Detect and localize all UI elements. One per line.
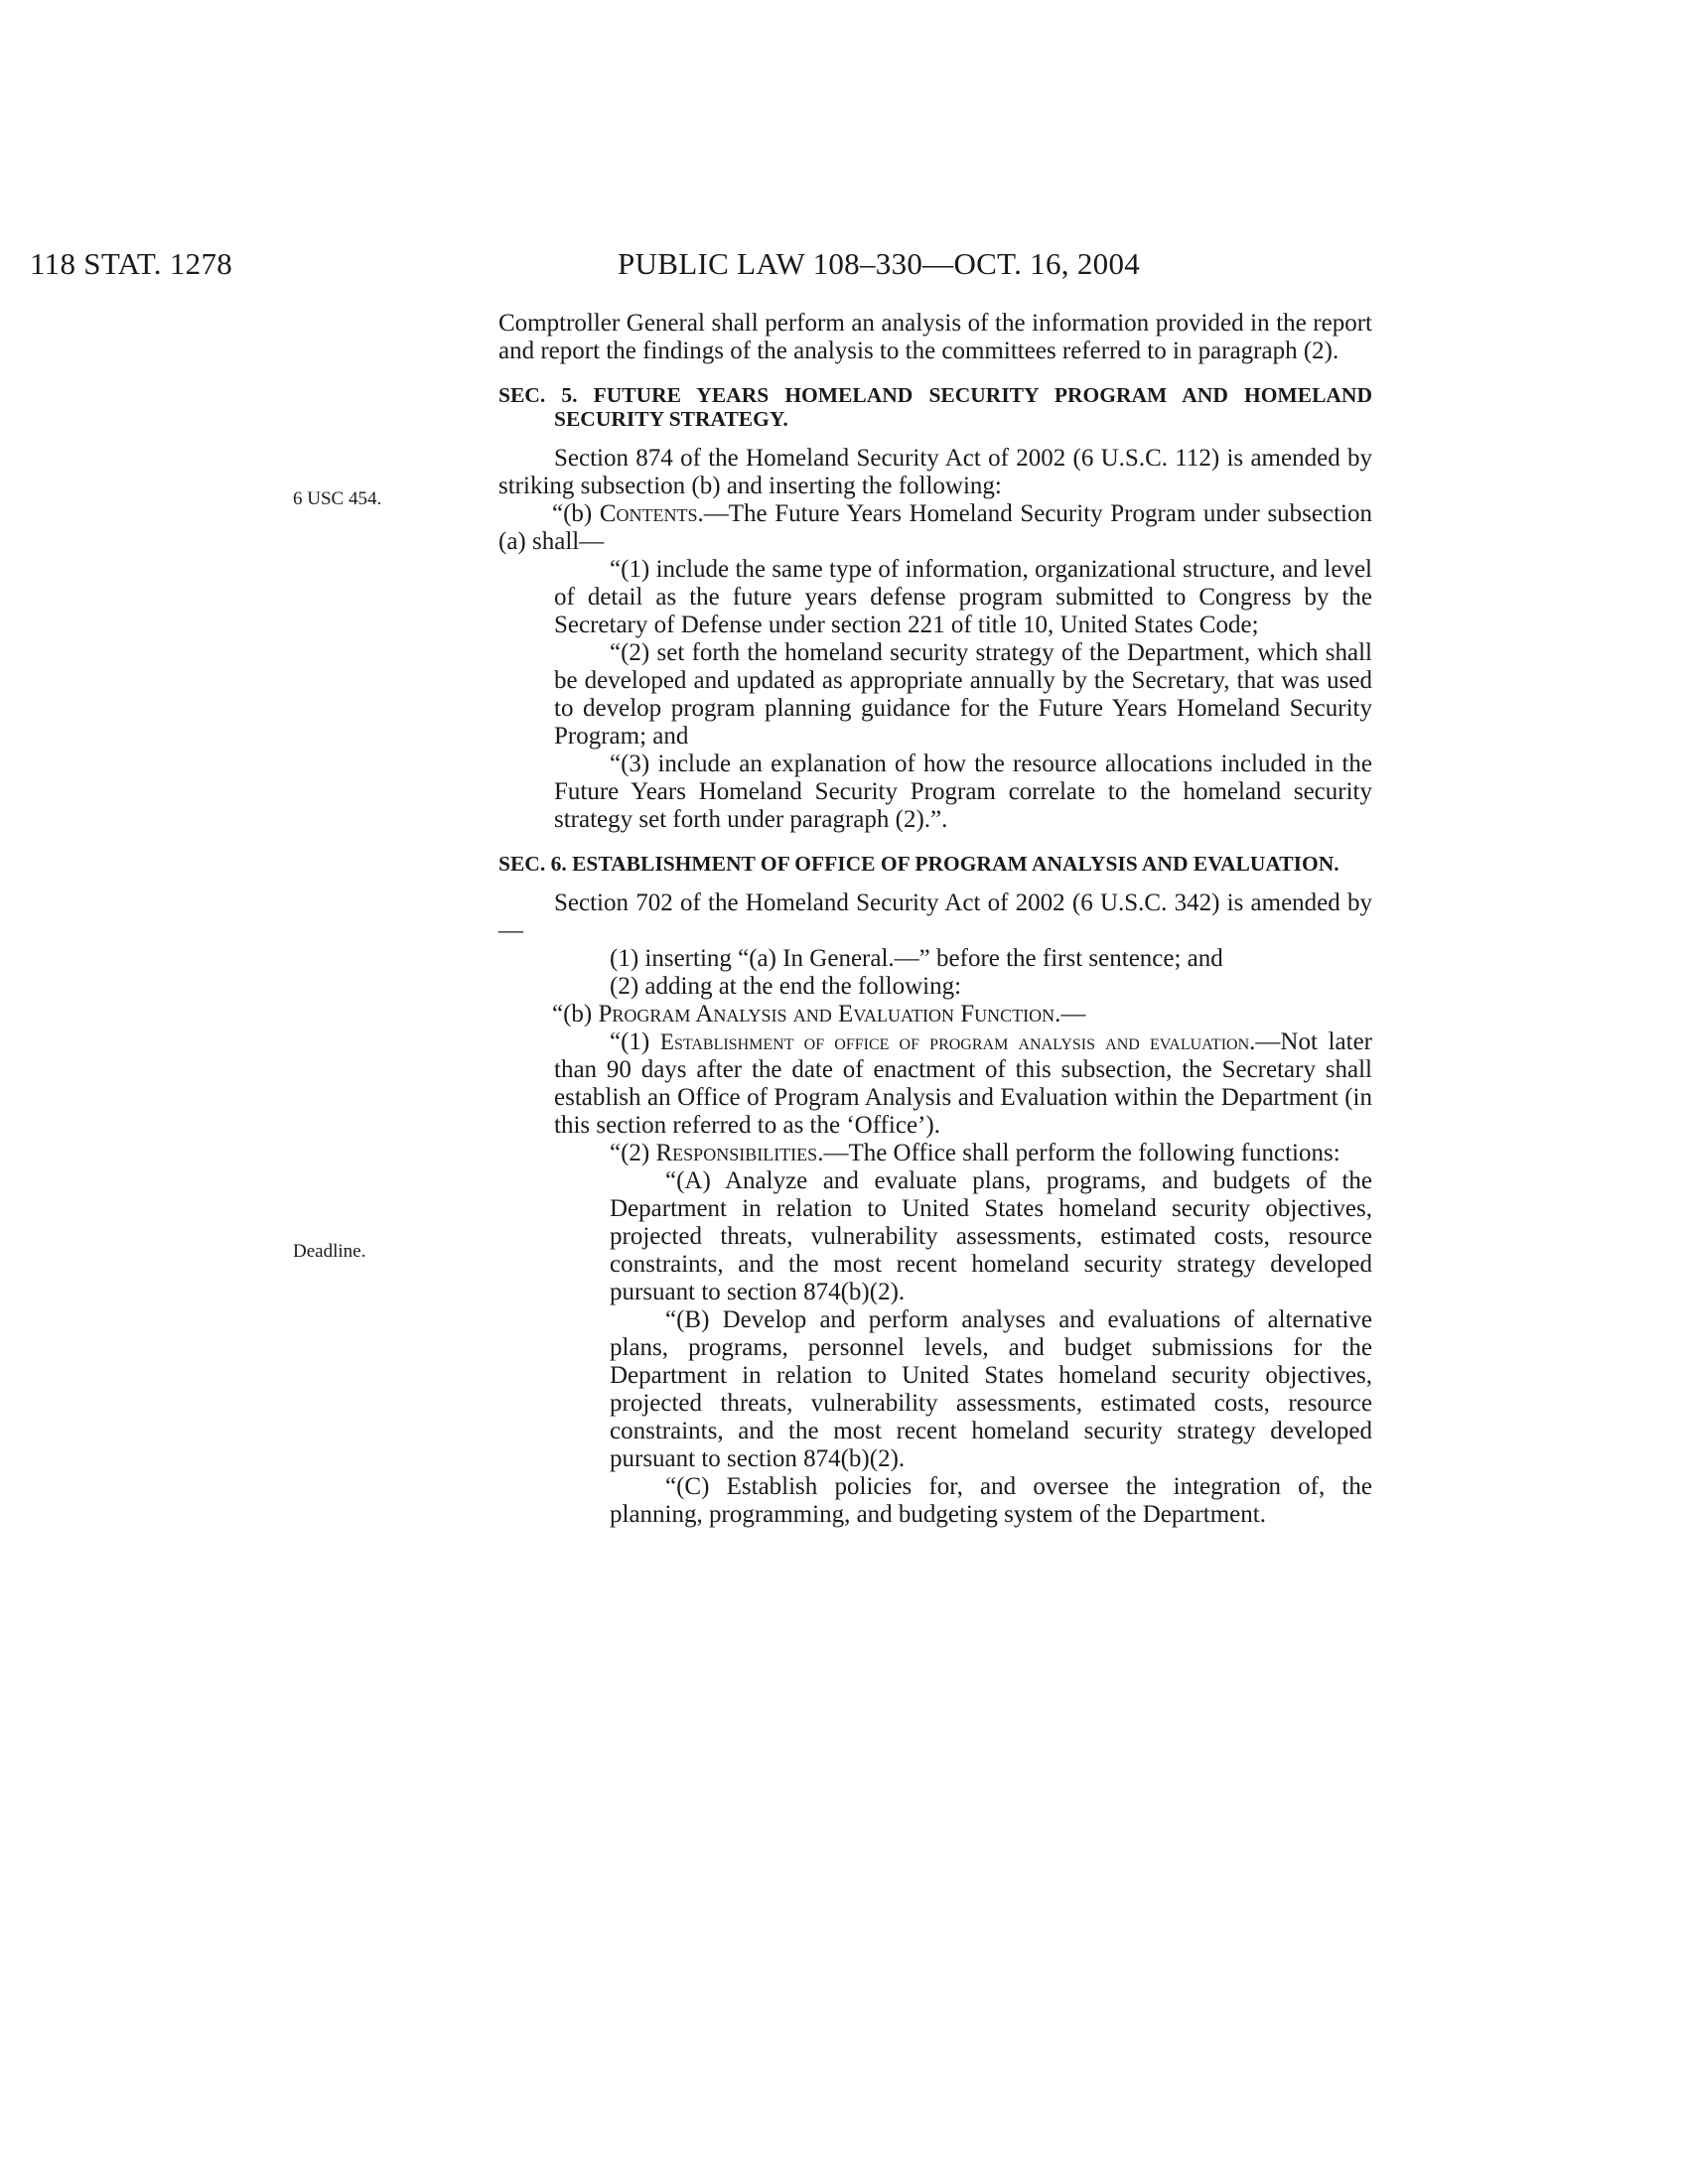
section-6-b-suffix: .— [1055, 1001, 1086, 1027]
section-6-b-prefix: “(b) [552, 1001, 593, 1027]
section-6-subsection-b [498, 1001, 1372, 1028]
section-6-b-paragraph-1 [498, 1028, 1372, 1140]
section-6-b2-prefix: “(2) [610, 1140, 650, 1166]
section-6-heading: SEC. 6. ESTABLISHMENT OF OFFICE OF PROGRAM ANALYSIS AND EVALUATION. [498, 852, 1339, 876]
section-6-subparagraph-A: “(A) Analyze and evaluate plans, programs, and budgets of the Department in relation to United States homeland security objectives, projected threats, vulnerability assessments, estimated costs, resource constraints, and the most recent homeland security strategy developed pursuant to section 874(b)(2). [610, 1167, 1372, 1305]
section-6-b-paragraph-2 [498, 1140, 1372, 1167]
margin-note-deadline: Deadline. [293, 1241, 366, 1262]
section-5-b-caption: Contents [599, 500, 698, 527]
section-6-item-1 [498, 945, 1372, 973]
section-6-b1-caption: Establishment of office of program analysis and evaluation [659, 1029, 1250, 1054]
section-5-item-2: “(2) set forth the homeland security strategy of the Department, which shall be developed and updated as appropriate annually by the Secretary, that was used to develop program planning guidance for the Future Years Homeland Security Program; and [554, 639, 1372, 750]
main-text-column [498, 310, 1372, 1529]
section-5-b-prefix: “(b) [552, 500, 593, 527]
section-6-amendment-paragraph: Section 702 of the Homeland Security Act of 2002 (6 U.S.C. 342) is amended by— [498, 889, 1372, 944]
running-header [0, 246, 1688, 286]
public-law-citation: PUBLIC LAW 108–330—OCT. 16, 2004 [618, 246, 1141, 281]
section-5-item-3: “(3) include an explanation of how the resource allocations included in the Future Years Homeland Security Program correlate to the homeland security strategy set forth under paragraph (2).”. [554, 751, 1372, 833]
section-6-subparagraph-C: “(C) Establish policies for, and oversee the integration of, the planning, programming, and budgeting system of the Department. [610, 1473, 1372, 1528]
section-6-b1-text: .—Not later than 90 days after the date of enactment of this subsection, the Secretary shall establish an Office of Program Analysis and Evaluation within the Department (in this section referred to as the ‘Office’). [554, 1028, 1372, 1139]
section-5-heading: SEC. 5. FUTURE YEARS HOMELAND SECURITY PROGRAM AND HOMELAND SECURITY STRATEGY. [498, 383, 1372, 431]
section-5-amendment-paragraph: Section 874 of the Homeland Security Act of 2002 (6 U.S.C. 112) is amended by striking subsection (b) and inserting the following: [498, 445, 1372, 499]
section-6-item-2-text: (2) adding at the end the following: [610, 973, 962, 1000]
section-6-subparagraph-B: “(B) Develop and perform analyses and evaluations of alternative plans, programs, personnel levels, and budget submissions for the Department in relation to United States homeland security objectives, projected threats, vulnerability assessments, estimated costs, resource constraints, and the most recent homeland security strategy developed pursuant to section 874(b)(2). [610, 1306, 1372, 1472]
intro-paragraph: Comptroller General shall perform an analysis of the information provided in the report and report the findings of the analysis to the committees referred to in paragraph (2). [498, 310, 1372, 364]
section-6-b2-caption: Responsibilities [655, 1140, 818, 1166]
section-6-b2-text: .—The Office shall perform the following functions: [817, 1140, 1340, 1166]
section-5-subsection-b [498, 500, 1372, 556]
section-5-item-1: “(1) include the same type of information, organizational structure, and level of detail as the future years defense program submitted to Congress by the Secretary of Defense under section 221 of title 10, United States Code; [554, 556, 1372, 638]
margin-note-usc: 6 USC 454. [293, 488, 382, 509]
section-6-b-caption: Program Analysis and Evaluation Function [598, 1001, 1055, 1027]
section-5-b-text: .—The Future Years Homeland Security Program under subsection (a) shall— [498, 500, 1372, 555]
section-6-item-2 [498, 973, 1372, 1001]
section-6-b1-prefix: “(1) [610, 1028, 650, 1055]
section-6-item-1-text: (1) inserting “(a) In General.—” before the first sentence; and [610, 945, 1223, 972]
statute-citation: 118 STAT. 1278 [30, 246, 233, 281]
